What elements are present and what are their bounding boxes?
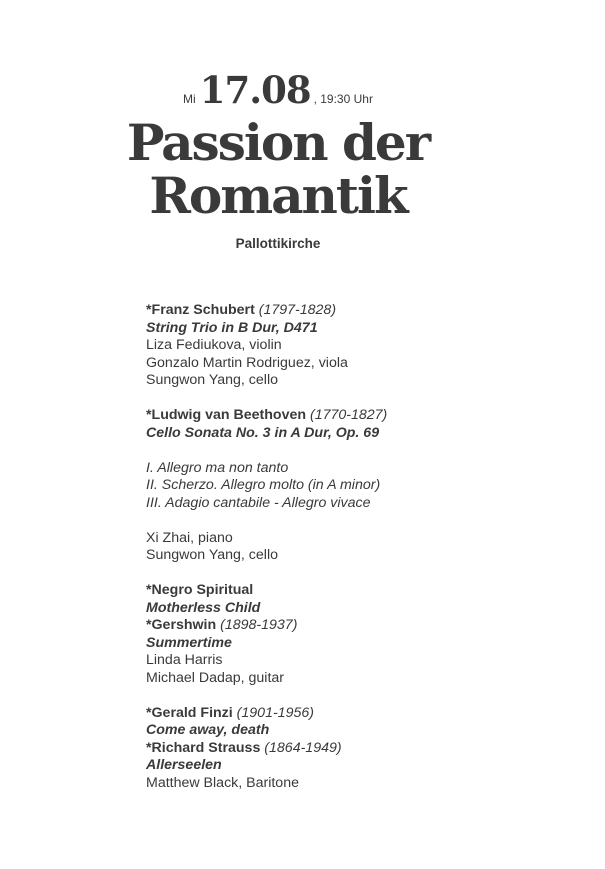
work-title: Summertime	[146, 634, 232, 651]
work-title: Motherless Child	[146, 599, 261, 616]
composer-name: *Gerald Finzi	[146, 704, 233, 721]
event-time: , 19:30 Uhr	[313, 92, 373, 106]
performer: Michael Dadap, guitar	[146, 669, 285, 686]
composer-years: (1901-1956)	[236, 704, 314, 721]
composer-line	[146, 705, 566, 723]
event-title-line1: Passion der	[126, 113, 430, 172]
performer: Liza Fediukova, violin	[146, 337, 282, 353]
composer-line	[146, 302, 566, 320]
composer-years: (1797-1828)	[258, 302, 337, 318]
movement: I. Allegro ma non tanto	[146, 459, 289, 476]
work-title: String Trio in B Dur, D471	[146, 319, 318, 336]
date-line	[0, 68, 556, 112]
program-entry-finzi-strauss	[146, 705, 566, 793]
spacer	[146, 565, 566, 583]
event-header	[0, 68, 556, 251]
event-date: 17.08	[199, 68, 311, 112]
program-entry-spiritual-gershwin	[146, 582, 566, 687]
work-title: Cello Sonata No. 3 in A Dur, Op. 69	[146, 424, 380, 441]
performer: Gonzalo Martin Rodriguez, viola	[146, 354, 348, 371]
composer-name: *Ludwig van Beethoven	[146, 407, 307, 423]
spacer	[146, 390, 566, 408]
composer-name: *Gershwin	[146, 617, 217, 633]
composer-name: *Richard Strauss	[146, 739, 261, 756]
program-list	[146, 302, 566, 792]
event-venue: Pallottikirche	[235, 236, 321, 251]
movement: III. Adagio cantabile - Allegro vivace	[146, 494, 371, 511]
event-day: Mi	[183, 92, 196, 106]
performer: Linda Harris	[146, 652, 223, 668]
program-entry-beethoven	[146, 407, 566, 565]
program-entry-schubert	[146, 302, 566, 390]
composer-years: (1898-1937)	[220, 617, 298, 633]
spacer	[146, 512, 566, 530]
composer-years: (1864-1949)	[264, 739, 342, 756]
composer-name: *Franz Schubert	[146, 302, 255, 318]
event-title-line2: Romantik	[149, 166, 407, 225]
composer-line	[146, 407, 566, 425]
work-title: Come away, death	[146, 722, 270, 738]
composer-line	[146, 740, 566, 758]
performer: Sungwon Yang, cello	[146, 372, 278, 388]
spacer	[146, 687, 566, 705]
composer-name: *Negro Spiritual	[146, 582, 254, 598]
movement: II. Scherzo. Allegro molto (in A minor)	[146, 477, 381, 493]
composer-years: (1770-1827)	[309, 407, 388, 423]
work-title: Allerseelen	[146, 757, 222, 773]
composer-line	[146, 617, 566, 635]
event-title	[0, 113, 556, 225]
performer: Xi Zhai, piano	[146, 529, 233, 546]
performer: Matthew Black, Baritone	[146, 774, 299, 791]
performer: Sungwon Yang, cello	[146, 547, 278, 563]
spacer	[146, 442, 566, 460]
